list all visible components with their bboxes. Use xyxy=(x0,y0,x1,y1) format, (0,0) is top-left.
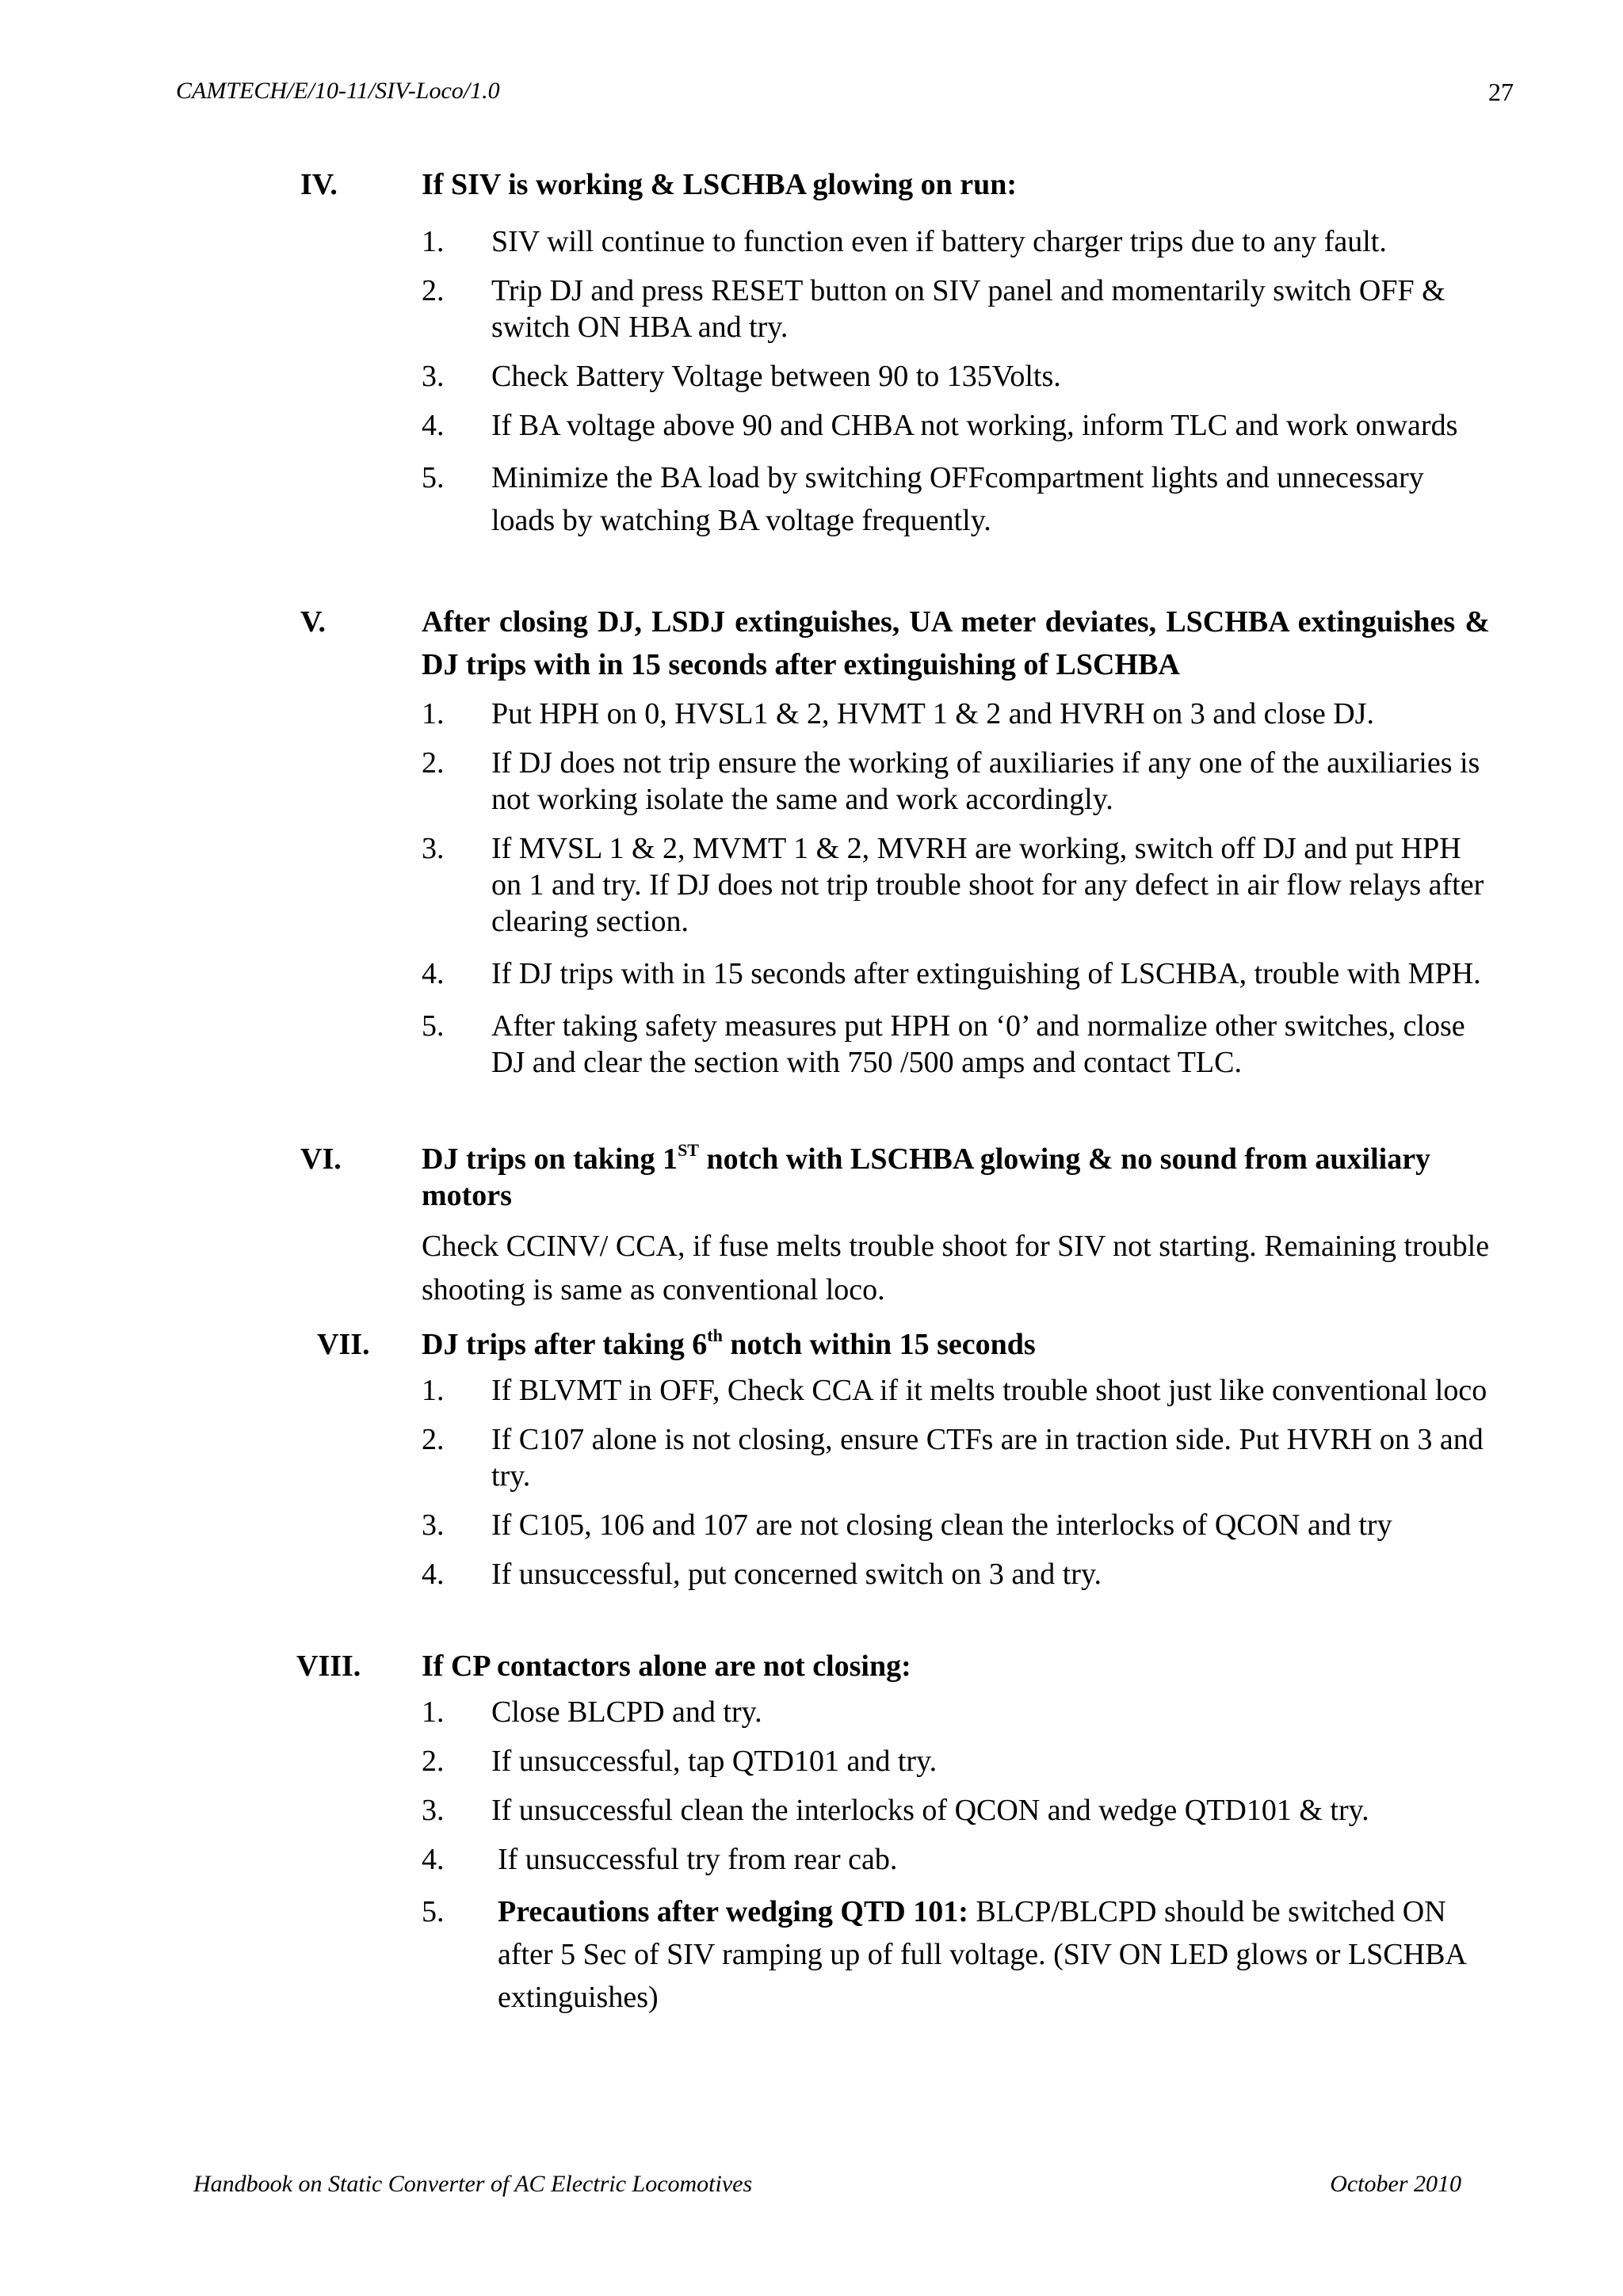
item-number: 1. xyxy=(422,697,445,730)
item-text: Put HPH on 0, HVSL1 & 2, HVMT 1 & 2 and HVRH on 3 and close DJ. xyxy=(491,697,1374,730)
title-part: notch within 15 seconds xyxy=(722,1328,1036,1361)
list-item xyxy=(422,830,1490,940)
list-item xyxy=(422,1556,1490,1592)
title-superscript: ST xyxy=(678,1140,699,1160)
section-vii xyxy=(301,1323,1490,1605)
section-title xyxy=(422,1141,1490,1214)
section-vi xyxy=(301,1141,1490,1312)
item-text: If unsuccessful, tap QTD101 and try. xyxy=(491,1745,938,1778)
list-item xyxy=(422,223,1490,260)
item-text: If DJ trips with in 15 seconds after extinguishing of LSCHBA, trouble with MPH. xyxy=(491,957,1481,990)
list-item xyxy=(422,1890,1490,2019)
item-text: If unsuccessful, put concerned switch on 3 and try. xyxy=(491,1558,1102,1591)
list-item xyxy=(422,1792,1490,1829)
item-text: If unsuccessful try from rear cab. xyxy=(498,1843,898,1876)
item-list xyxy=(422,1694,1490,2019)
item-text: If BA voltage above 90 and CHBA not working, inform TLC and work onwards xyxy=(491,409,1458,442)
item-text: Close BLCPD and try. xyxy=(491,1695,762,1729)
item-number: 4. xyxy=(422,409,445,442)
section-numeral: V. xyxy=(300,605,327,639)
item-text: Trip DJ and press RESET button on SIV panel and momentarily switch OFF & switch ON HBA and try. xyxy=(491,274,1445,344)
item-text: If C105, 106 and 107 are not closing clean the interlocks of QCON and try xyxy=(491,1508,1392,1542)
item-text: BLCP/BLCPD should be switched ON after 5 Sec of SIV ramping up of full voltage. (SIV ON LED glows or LSCHBA extinguishes) xyxy=(498,1895,1465,2014)
section-heading xyxy=(296,1645,1490,1688)
item-text: If DJ does not trip ensure the working of auxiliaries if any one of the auxiliaries is not working isolate the same and work accordingly. xyxy=(491,746,1480,816)
list-item xyxy=(422,1507,1490,1543)
list-item xyxy=(422,407,1490,444)
list-item xyxy=(422,456,1490,542)
section-v xyxy=(301,601,1490,1093)
item-text: If C107 alone is not closing, ensure CTFs are in traction side. Put HVRH on 3 and try. xyxy=(491,1423,1484,1493)
section-numeral: VII. xyxy=(317,1328,370,1361)
item-text: Minimize the BA load by switching OFFcompartment lights and unnecessary loads by watching BA voltage frequently. xyxy=(491,461,1424,537)
section-title xyxy=(422,1323,1490,1366)
item-list xyxy=(422,696,1490,1081)
item-number: 2. xyxy=(422,746,445,780)
list-item xyxy=(422,358,1490,395)
item-text: SIV will continue to function even if battery charger trips due to any fault. xyxy=(491,225,1387,258)
list-item xyxy=(422,1421,1490,1494)
list-item xyxy=(422,696,1490,732)
list-item xyxy=(422,952,1490,995)
item-text: After taking safety measures put HPH on ‘0’ and normalize other switches, close DJ and clear the section with 750 /500 amps and contact TLC. xyxy=(491,1009,1465,1079)
item-number: 5. xyxy=(422,1895,445,1928)
item-number: 1. xyxy=(422,1695,445,1729)
section-viii xyxy=(296,1645,1490,2031)
item-list xyxy=(422,223,1490,542)
item-number: 2. xyxy=(422,1423,445,1456)
section-heading xyxy=(301,601,1490,686)
item-number: 3. xyxy=(422,832,445,865)
item-number: 5. xyxy=(422,1009,445,1043)
list-item xyxy=(422,745,1490,818)
section-body: Check CCINV/ CCA, if fuse melts trouble shoot for SIV not starting. Remaining trouble shooting is same as conventional loco. xyxy=(422,1230,1490,1306)
list-item xyxy=(422,1841,1490,1878)
item-text: If MVSL 1 & 2, MVMT 1 & 2, MVRH are working, switch off DJ and put HPH on 1 and try. If DJ does not trip trouble shoot for any defect in air flow relays after clearing section. xyxy=(491,832,1484,938)
item-number: 2. xyxy=(422,274,445,307)
section-iv xyxy=(301,163,1490,555)
item-text: Check Battery Voltage between 90 to 135Volts. xyxy=(491,360,1061,393)
title-part: DJ trips after taking 6 xyxy=(422,1328,708,1361)
handbook-title: Handbook on Static Converter of AC Electric Locomotives xyxy=(193,2171,753,2197)
section-numeral: VI. xyxy=(300,1142,342,1176)
section-numeral: IV. xyxy=(300,168,338,201)
section-heading xyxy=(301,163,1490,206)
item-list xyxy=(422,1372,1490,1592)
document-code: CAMTECH/E/10-11/SIV-Loco/1.0 xyxy=(176,78,500,104)
title-superscript: th xyxy=(707,1325,723,1345)
item-number: 3. xyxy=(422,1508,445,1542)
item-number: 4. xyxy=(422,957,445,990)
list-item xyxy=(422,273,1490,345)
list-item xyxy=(422,1743,1490,1779)
title-part: notch with LSCHBA glowing & no sound from auxiliary motors xyxy=(422,1142,1431,1212)
item-number: 3. xyxy=(422,1794,445,1827)
section-heading xyxy=(301,1141,1490,1214)
title-part: DJ trips on taking 1 xyxy=(422,1142,678,1176)
item-bold-lead: Precautions after wedging QTD 101: xyxy=(498,1895,968,1928)
item-number: 3. xyxy=(422,360,445,393)
item-number: 4. xyxy=(422,1843,445,1876)
item-text: If unsuccessful clean the interlocks of QCON and wedge QTD101 & try. xyxy=(491,1794,1369,1827)
section-title: After closing DJ, LSDJ extinguishes, UA meter deviates, LSCHBA extinguishes & DJ trips with in 15 seconds after extinguishing of LSCHBA xyxy=(422,605,1490,681)
list-item xyxy=(422,1372,1490,1409)
list-item xyxy=(422,1694,1490,1730)
section-title: If CP contactors alone are not closing: xyxy=(422,1650,911,1683)
item-text: If BLVMT in OFF, Check CCA if it melts trouble shoot just like conventional loco xyxy=(491,1374,1487,1407)
item-number: 2. xyxy=(422,1745,445,1778)
list-item xyxy=(422,1008,1490,1081)
section-numeral: VIII. xyxy=(296,1650,361,1683)
publication-date: October 2010 xyxy=(1330,2171,1461,2197)
page-number: 27 xyxy=(1488,78,1514,106)
item-number: 1. xyxy=(422,1374,445,1407)
section-title: If SIV is working & LSCHBA glowing on run: xyxy=(422,168,1018,201)
item-number: 5. xyxy=(422,461,445,494)
section-heading xyxy=(301,1323,1490,1366)
item-number: 1. xyxy=(422,225,445,258)
item-number: 4. xyxy=(422,1558,445,1591)
